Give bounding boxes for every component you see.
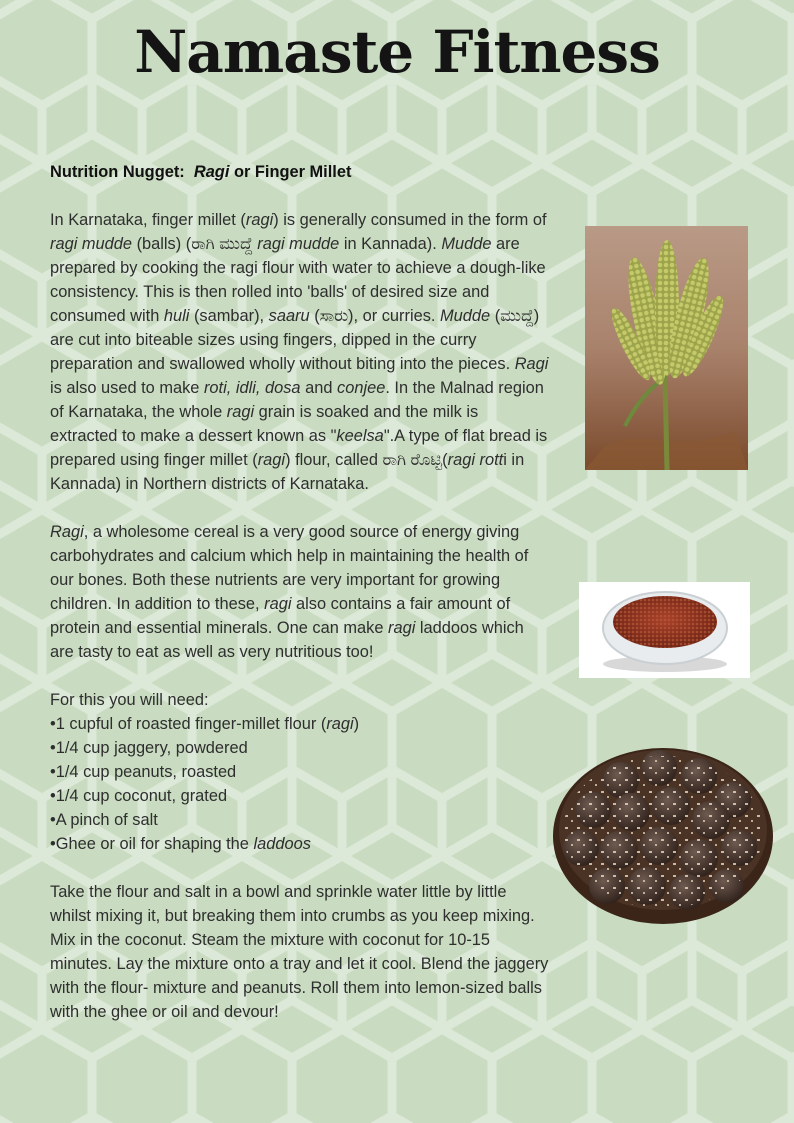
method-paragraph: Take the flour and salt in a bowl and sprinkle water little by little whilst mixing it, but breaking them into crumbs as you keep mixing. Mix in the coconut. Steam the mixture with coconut for 10-15 minutes. Lay the mixture onto a tray and let it cool. Blend the jaggery with the flour- mixture and peanuts. Roll them into lemon-sized balls with the ghee or oil and devour!: [50, 883, 549, 1021]
italic-term: ragi: [245, 211, 274, 229]
ragi-grain-bowl-image: [579, 582, 750, 678]
text-run: 1/4 cup jaggery, powdered: [55, 739, 248, 757]
text-run: A pinch of salt: [55, 811, 158, 829]
ingredients-label: For this you will need:: [50, 691, 209, 709]
text-run: laddoos which are tasty to eat as well as very nutritious too!: [50, 619, 524, 661]
intro-paragraph: [50, 208, 550, 496]
ingredient-item: [50, 760, 550, 784]
ingredient-list: [50, 712, 550, 856]
italic-term: Mudde: [441, 235, 492, 253]
italic-term: keelsa: [336, 427, 384, 445]
text-run: (ಸಾರು), or curries.: [309, 307, 441, 325]
italic-term: ragi: [257, 451, 286, 469]
ingredient-item: [50, 784, 550, 808]
text-run: ) is generally consumed in the form of: [273, 211, 547, 229]
text-run: , a wholesome cereal is a very good source of energy giving carbohydrates and calcium which help in maintaining the health of our bones. Both these nutrients are very important for growing children. In addition to these,: [50, 523, 529, 613]
nutrition-nugget-heading: [50, 160, 550, 184]
text-run: in Kannada).: [339, 235, 442, 253]
text-run: (ಮುದ್ದೆ) are cut into biteable sizes using fingers, dipped in the curry preparation and swallowed wholly without biting into the pieces.: [50, 307, 540, 373]
text-run: In Karnataka, finger millet (: [50, 211, 246, 229]
italic-term: ragi: [388, 619, 416, 637]
nugget-label: Nutrition Nugget:: [50, 163, 185, 181]
italic-term: Ragi: [50, 523, 84, 541]
text-run: is also used to make: [50, 379, 204, 397]
italic-term: ragi mudde: [257, 235, 340, 253]
text-run: ".A type of flat bread is prepared using finger millet (: [50, 427, 548, 469]
ingredient-item: [50, 736, 550, 760]
ragi-laddoo-plate-image: [551, 740, 775, 926]
text-run: Ghee or oil for shaping the: [55, 835, 254, 853]
text-run: 1/4 cup coconut, grated: [55, 787, 228, 805]
italic-term: huli: [163, 307, 190, 325]
article-body: [50, 160, 550, 1048]
text-run: . In the Malnad region of Karnataka, the whole: [50, 379, 544, 421]
text-run: 1/4 cup peanuts, roasted: [55, 763, 237, 781]
italic-term: Mudde: [440, 307, 491, 325]
text-run: and: [300, 379, 338, 397]
ingredient-item: [50, 712, 550, 736]
page-title: Namaste Fitness: [134, 18, 660, 86]
text-run: (balls) (ರಾಗಿ ಮುದ್ದೆ: [132, 235, 258, 253]
ingredient-item: [50, 832, 550, 856]
finger-millet-plant-image: [585, 226, 748, 470]
italic-term: roti, idli, dosa: [203, 379, 301, 397]
text-run: are prepared by cooking the ragi flour with water to achieve a dough-like consistency. This is then rolled into 'balls' of desired size and consumed with: [50, 235, 546, 325]
text-run: ) flour, called ರಾಗಿ ರೊಟ್ಟಿ(: [285, 451, 448, 469]
nugget-rest: or Finger Millet: [229, 163, 352, 181]
italic-term: ragi: [326, 715, 354, 733]
italic-term: ragi: [264, 595, 292, 613]
italic-term: laddoos: [253, 835, 311, 853]
text-run: grain is soaked and the milk is extracted to make a dessert known as ": [50, 403, 479, 445]
italic-term: ragi mudde: [50, 235, 133, 253]
nutrition-paragraph: [50, 520, 550, 664]
text-run: also contains a fair amount of protein and essential minerals. One can make: [50, 595, 511, 637]
ingredient-item: [50, 808, 550, 832]
nugget-ragi: Ragi: [193, 163, 230, 181]
italic-term: conjee: [337, 379, 386, 397]
text-run: 1 cupful of roasted finger-millet flour (: [55, 715, 327, 733]
text-run: (sambar),: [189, 307, 269, 325]
text-run: i in Kannada) in Northern districts of Karnataka.: [50, 451, 525, 493]
italic-term: saaru: [268, 307, 310, 325]
text-run: ): [353, 715, 360, 733]
italic-term: ragi: [226, 403, 255, 421]
italic-term: Ragi: [514, 355, 549, 373]
italic-term: ragi rott: [447, 451, 504, 469]
